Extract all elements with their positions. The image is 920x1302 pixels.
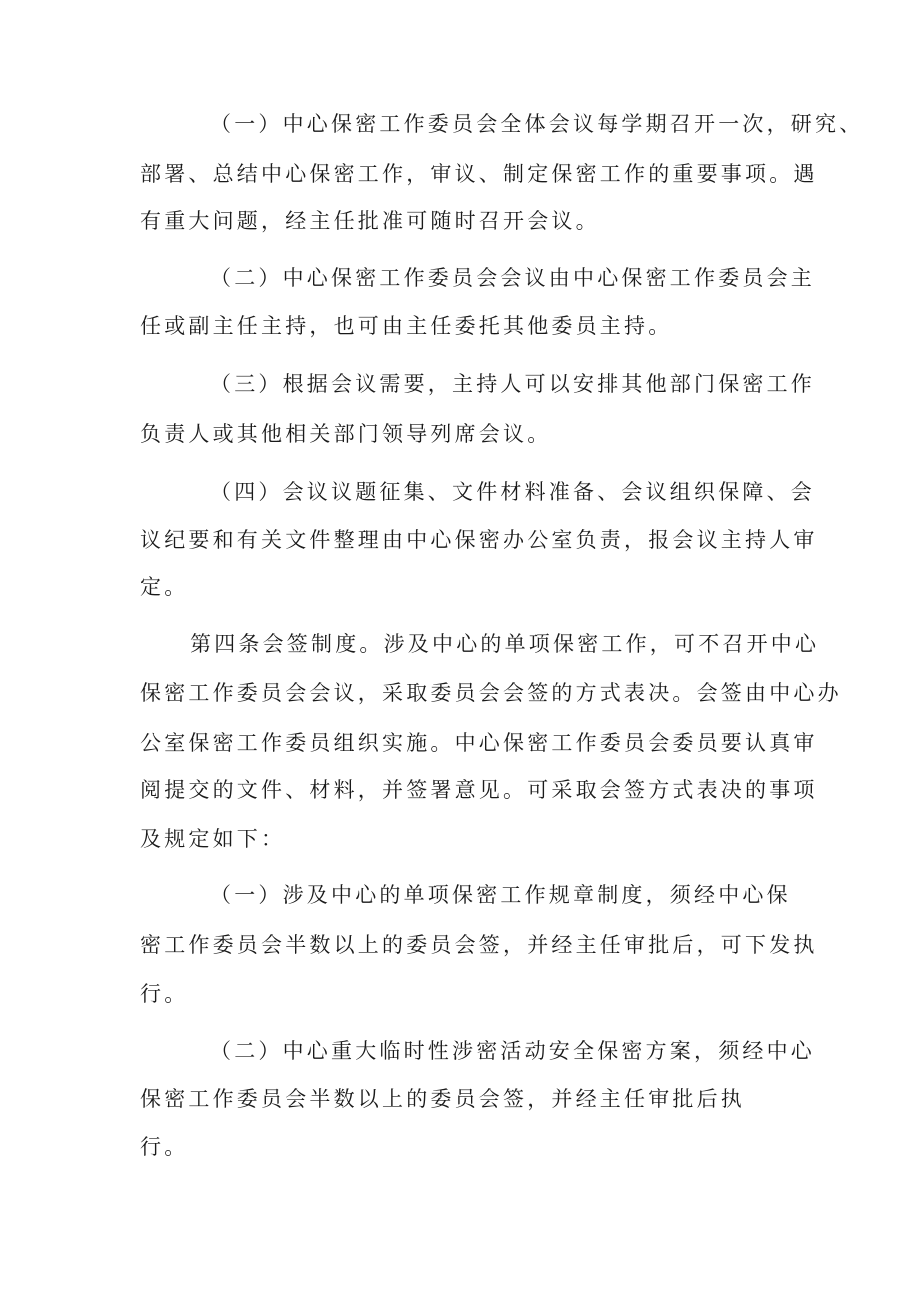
- paragraph-7-line-3: 行。: [140, 1135, 189, 1159]
- paragraph-5-line-1: 第四条会签制度。涉及中心的单项保密工作，可不召开中心: [190, 632, 820, 656]
- paragraph-2-line-2: 任或副主任主持，也可由主任委托其他委员主持。: [140, 314, 673, 338]
- paragraph-6-line-1: （一）涉及中心的单项保密工作规章制度，须经中心保: [210, 883, 791, 907]
- paragraph-5-line-3: 公室保密工作委员组织实施。中心保密工作委员会委员要认真审: [140, 731, 818, 755]
- paragraph-2-line-1: （二）中心保密工作委员会会议由中心保密工作委员会主: [210, 266, 815, 290]
- paragraph-1-line-2: 部署、总结中心保密工作，审议、制定保密工作的重要事项。遇: [140, 162, 818, 186]
- paragraph-4-line-1: （四）会议议题征集、文件材料准备、会议组织保障、会: [210, 480, 815, 504]
- paragraph-5-line-2: 保密工作委员会会议，采取委员会会签的方式表决。会签由中心办: [140, 681, 842, 705]
- paragraph-3-line-2: 负责人或其他相关部门领导列席会议。: [140, 422, 552, 446]
- paragraph-5-line-5: 及规定如下：: [140, 827, 286, 851]
- paragraph-1-line-3: 有重大问题，经主任批准可随时召开会议。: [140, 209, 600, 233]
- paragraph-4-line-2: 议纪要和有关文件整理由中心保密办公室负责，报会议主持人审: [140, 528, 818, 552]
- paragraph-6-line-3: 行。: [140, 982, 189, 1006]
- paragraph-3-line-1: （三）根据会议需要，主持人可以安排其他部门保密工作: [210, 372, 815, 396]
- paragraph-6-line-2: 密工作委员会半数以上的委员会签，并经主任审批后，可下发执: [140, 933, 818, 957]
- paragraph-7-line-2: 保密工作委员会半数以上的委员会签，并经主任审批后执: [140, 1087, 745, 1111]
- paragraph-7-line-1: （二）中心重大临时性涉密活动安全保密方案，须经中心: [210, 1039, 815, 1063]
- paragraph-4-line-3: 定。: [140, 575, 189, 599]
- paragraph-1-line-1: （一）中心保密工作委员会全体会议每学期召开一次，研究、: [210, 112, 864, 136]
- paragraph-5-line-4: 阅提交的文件、材料，并签署意见。可采取会签方式表决的事项: [140, 778, 818, 802]
